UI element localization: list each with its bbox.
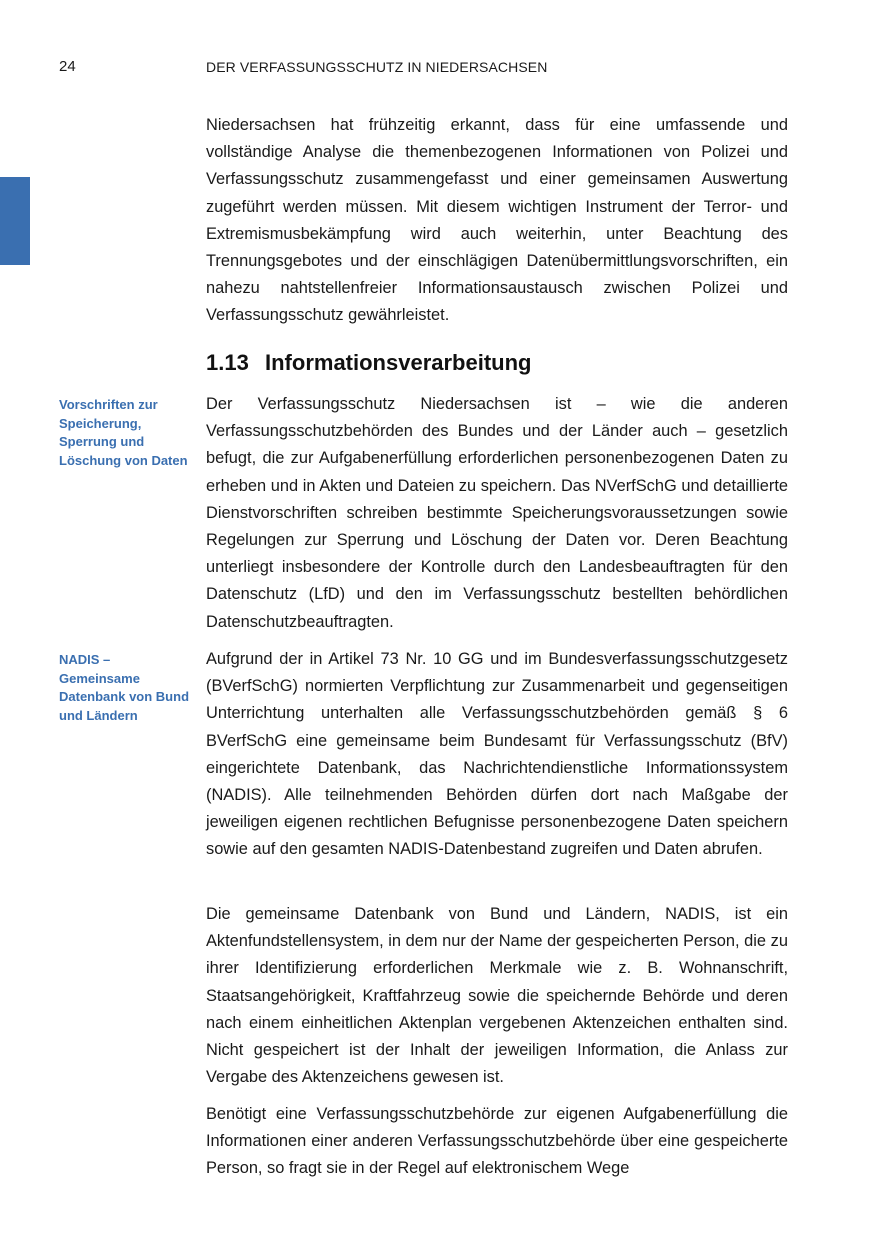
paragraph-text: Aufgrund der in Artikel 73 Nr. 10 GG und im Bundesverfassungsschutzgesetz (BVerfSchG) normierten Verpflichtung zur Zusammenarbeit und gegenseitigen Unterrichtung unterhalten alle Verfassungsschutzbehörden gemäß § 6 BVerfSchG eine gemeinsame beim Bundesamt für Verfassungsschutz (BfV) eingerichtete Datenbank, das Nachrichtendienstliche Informationssystem (NADIS). Alle teilnehmenden Behörden dürfen dort nach Maßgabe der jeweiligen eigenen rechtlichen Befugnisse personenbezogene Daten speichern sowie auf den gesamten NADIS-Datenbestand zugreifen und Daten abrufen. (206, 650, 788, 859)
paragraph-nadis-query (206, 1101, 788, 1183)
paragraph-text: Niedersachsen hat frühzeitig erkannt, dass für eine umfassende und vollständige Analyse die themenbezogenen Informationen von Polizei und Verfassungsschutz zusammengefasst und einer gemeinsamen Auswertung zugeführt werden müssen. Mit diesem wichtigen Instrument der Terror- und Extremismusbekämpfung wird auch weiterhin, unter Beachtung des Trennungsgebotes und der einschlägigen Datenübermittlungsvorschriften, ein nahezu nahtstellenfreier Informationsaustausch zwischen Polizei und Verfassungsschutz gewährleistet. (206, 116, 788, 325)
paragraph-nadis-intro (206, 646, 788, 864)
paragraph-nadis-description (206, 901, 788, 1091)
paragraph-text: Benötigt eine Verfassungsschutzbehörde zur eigenen Aufgabenerfüllung die Informationen einer anderen Verfassungsschutzbehörde über eine gespeicherte Person, so fragt sie in der Regel auf elektronischem Wege (206, 1105, 788, 1178)
page-number: 24 (59, 58, 76, 75)
paragraph-storage-rules (206, 391, 788, 636)
section-heading (206, 348, 531, 378)
marginal-note-storage: Vorschriften zur Speicherung, Sperrung und Löschung von Daten (59, 397, 188, 468)
marginal-note-nadis: NADIS – Gemeinsame Datenbank von Bund und Ländern (59, 652, 190, 723)
chapter-thumb-tab (0, 177, 30, 265)
section-title: Informationsverarbeitung (265, 350, 532, 375)
paragraph-text: Der Verfassungsschutz Niedersachsen ist – wie die anderen Verfassungsschutzbehörden des Bundes und der Länder auch – gesetzlich befugt, die zur Aufgabenerfüllung erforderlichen personenbezogenen Daten zu erheben und in Akten und Dateien zu speichern. Das NVerfSchG und detaillierte Dienstvorschriften schreiben bestimmte Speicherungsvoraussetzungen sowie Regelungen zur Sperrung und Löschung der Daten vor. Deren Beachtung unterliegt insbesondere der Kontrolle durch den Landesbeauftragten für den Datenschutz (LfD) und den im Verfassungsschutz bestellten behördlichen Datenschutzbeauftragten. (206, 395, 788, 631)
paragraph-text: Die gemeinsame Datenbank von Bund und Ländern, NADIS, ist ein Aktenfundstellensystem, in dem nur der Name der gespeicherten Person, die zu ihrer Identifizierung erforderlichen Merkmale wie z. B. Wohnanschrift, Staatsangehörigkeit, Kraftfahrzeug sowie die speichernde Behörde und deren nach einem einheitlichen Aktenplan vergebenen Aktenzeichen enthalten sind. Nicht gespeichert ist der Inhalt der jeweiligen Information, die Anlass zur Vergabe des Aktenzeichens gewesen ist. (206, 905, 788, 1087)
running-head: DER VERFASSUNGSSCHUTZ IN NIEDERSACHSEN (206, 59, 548, 75)
intro-paragraph (206, 112, 788, 330)
section-number: 1.13 (206, 350, 249, 375)
